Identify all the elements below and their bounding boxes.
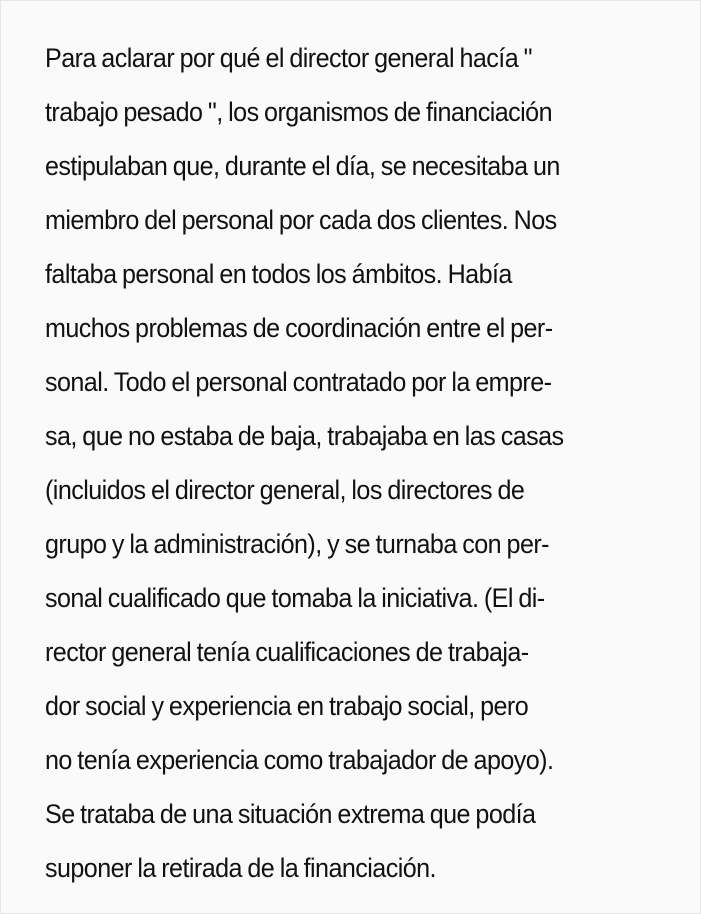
text-line: faltaba personal en todos los ámbitos. Había	[45, 259, 512, 289]
text-line: grupo y la administración), y se turnaba con per-	[45, 529, 549, 559]
text-line: (incluidos el director general, los directores de	[45, 475, 525, 505]
text-line: muchos problemas de coordinación entre el per-	[45, 313, 553, 343]
text-line: sonal cualificado que tomaba la iniciativa. (El di-	[45, 583, 545, 613]
text-line: no tenía experiencia como trabajador de apoyo).	[45, 745, 554, 775]
text-line: dor social y experiencia en trabajo social, pero	[45, 691, 529, 721]
text-line: Se trataba de una situación extrema que podía	[45, 799, 536, 829]
text-line: sa, que no estaba de baja, trabajaba en las casas	[45, 421, 564, 451]
text-line: trabajo pesado ", los organismos de financiación	[45, 97, 552, 127]
text-line: suponer la retirada de la financiación.	[45, 853, 436, 883]
text-line: sonal. Todo el personal contratado por la empre-	[45, 367, 552, 397]
text-line: rector general tenía cualificaciones de trabaja-	[45, 637, 529, 667]
paragraph	[45, 31, 685, 895]
text-line: estipulaban que, durante el día, se necesitaba un	[45, 151, 560, 181]
text-line: miembro del personal por cada dos clientes. Nos	[45, 205, 557, 235]
text-line: Para aclarar por qué el director general hacía "	[45, 43, 532, 73]
